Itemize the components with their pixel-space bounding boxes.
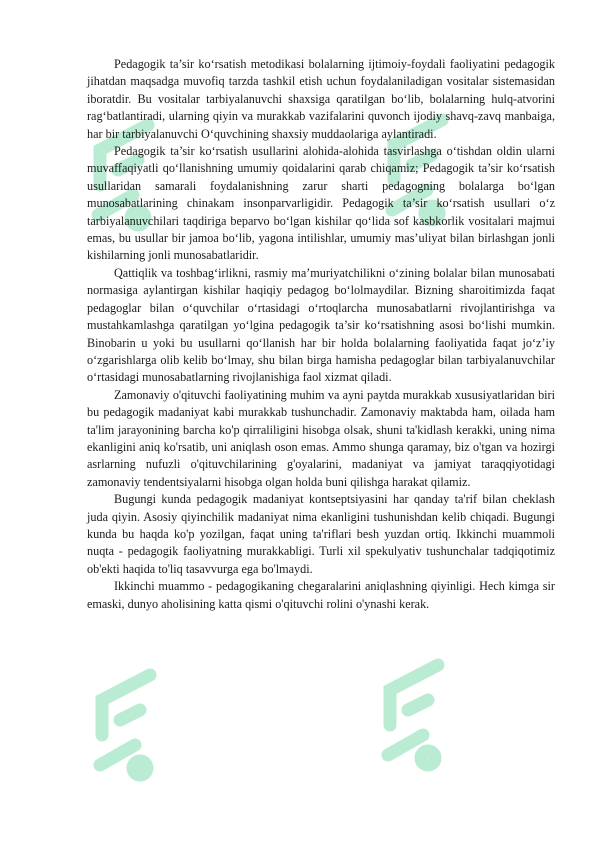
watermark-bottom-left xyxy=(80,660,170,790)
paragraph-4: Zamonaviy o'qituvchi faoliyatining muhim va ayni paytda murakkab xususiyatlaridan biri bu pedagogik madaniyat kabi murakkab tushunchadir. Zamonaviy maktabda ham, oilada ham ta'lim jarayonining barcha ko'p qirraliligini hisobga olsak, shuni ta'kidlash kerakki, uning nima ekanligini aniq ko'rsatib, uni aniqlash oson emas. Ammo shunga qaramay, biz o'tgan va hozirgi asrlarning nufuzli o'qituvchilarining g'oyalarini, madaniyat va jamiyat taraqqiyotidagi zamonaviy tendentsiyalarni hisobga olgan holda buni qilishga harakat qilamiz. xyxy=(87,387,555,489)
paragraph-6: Ikkinchi muammo - pedagogikaning chegaralarini aniqlashning qiyinligi. Hech kimga sir emaski, dunyo aholisining katta qismi o'qituvchi rolini o'ynashi kerak. xyxy=(87,579,555,611)
body-text xyxy=(87,56,555,613)
paragraph-5: Bugungi kunda pedagogik madaniyat kontseptsiyasini har qanday ta'rif bilan cheklash juda qiyin. Asosiy qiyinchilik madaniyat nima ekanligini tushunishdan kelib chiqadi. Bugungi kunda bu haqda ko'p yozilgan, faqat uning ta'riflari besh yuzdan ortiq. Ikkinchi muammoli nuqta - pedagogik faoliyatning murakkabligi. Turli xil spekulyativ tushunchalar tadqiqotimiz ob'ekti haqida to'liq tasavvurga ega bo'lmaydi. xyxy=(87,492,555,576)
paragraph-2: Pedagogik ta’sir ko‘rsatish usullarini alohida-alohida tasvirlashga o‘tishdan oldin ularni muvaffaqiyatli qo‘llanishning umumiy qoidalarini qarab chiqamiz; Pedagogik ta’sir ko‘rsatish usullaridan samarali foydalanishning zarur sharti pedagogning bolalarga bo‘lgan munosabatlarining chinakam insonparvarligidir. Pedagogik ta’sir ko‘rsatish usullari o‘z tarbiyalanuvchilari taqdiriga beparvo bo‘lgan kishilar qo‘lida sof kasbkorlik vositalari majmui emas, bu usullar bir jamoa bo‘lib, yagona intilishlar, umumiy mas’uliyat bilan birlashgan jonli kishilarning jonli munosabatlaridir. xyxy=(87,144,555,263)
watermark-logo-icon xyxy=(80,660,170,790)
paragraph-3: Qattiqlik va toshbag‘irlikni, rasmiy ma’muriyatchilikni o‘zining bolalar bilan munosabati normasiga aylantirgan kishilar haqiqiy pedagog bo‘lolmaydilar. Bizning sharoitimizda faqat pedagoglar bilan o‘quvchilar o‘rtasidagi o‘rtoqlarcha munosabatlarni rivojlantirishga va mustahkamlashga qaratilgan yo‘lgina pedagogik ta’sir ko‘rsatishning asosi bo‘lishi mumkin. Binobarin u yoki bu usullarni qo‘llanish har bir holda bolalarning faoliyatida faqat jo‘z’iy o‘zgarishlarga olib kelib bo‘lmay, shu bilan birga hamisha pedagoglar bilan tarbiyalanuvchilar o‘rtasidagi munosabatlarning rivojlanishiga faol xizmat qiladi. xyxy=(87,265,555,385)
watermark-bottom-right xyxy=(368,650,458,780)
paragraph-1: Pedagogik ta’sir ko‘rsatish metodikasi bolalarning ijtimoiy-foydali faoliyatini pedagogik jihatdan maqsadga muvofiq tarzda tashkil etish uchun foydalaniladigan vositalar sistemasidan iboratdir. Bu vositalar tarbiyalanuvchi shaxsiga qaratilgan bo‘lib, bolalarning hulq-atvorini rag‘batlantiradi, ularning qiyin va murakkab vazifalarini quvonch ijodiy shavq-zavq manbaiga, har bir tarbiyalanuvchi O‘quvchining shaxsiy muddaolariga aylantiradi. xyxy=(87,57,555,141)
watermark-logo-icon xyxy=(368,650,458,780)
